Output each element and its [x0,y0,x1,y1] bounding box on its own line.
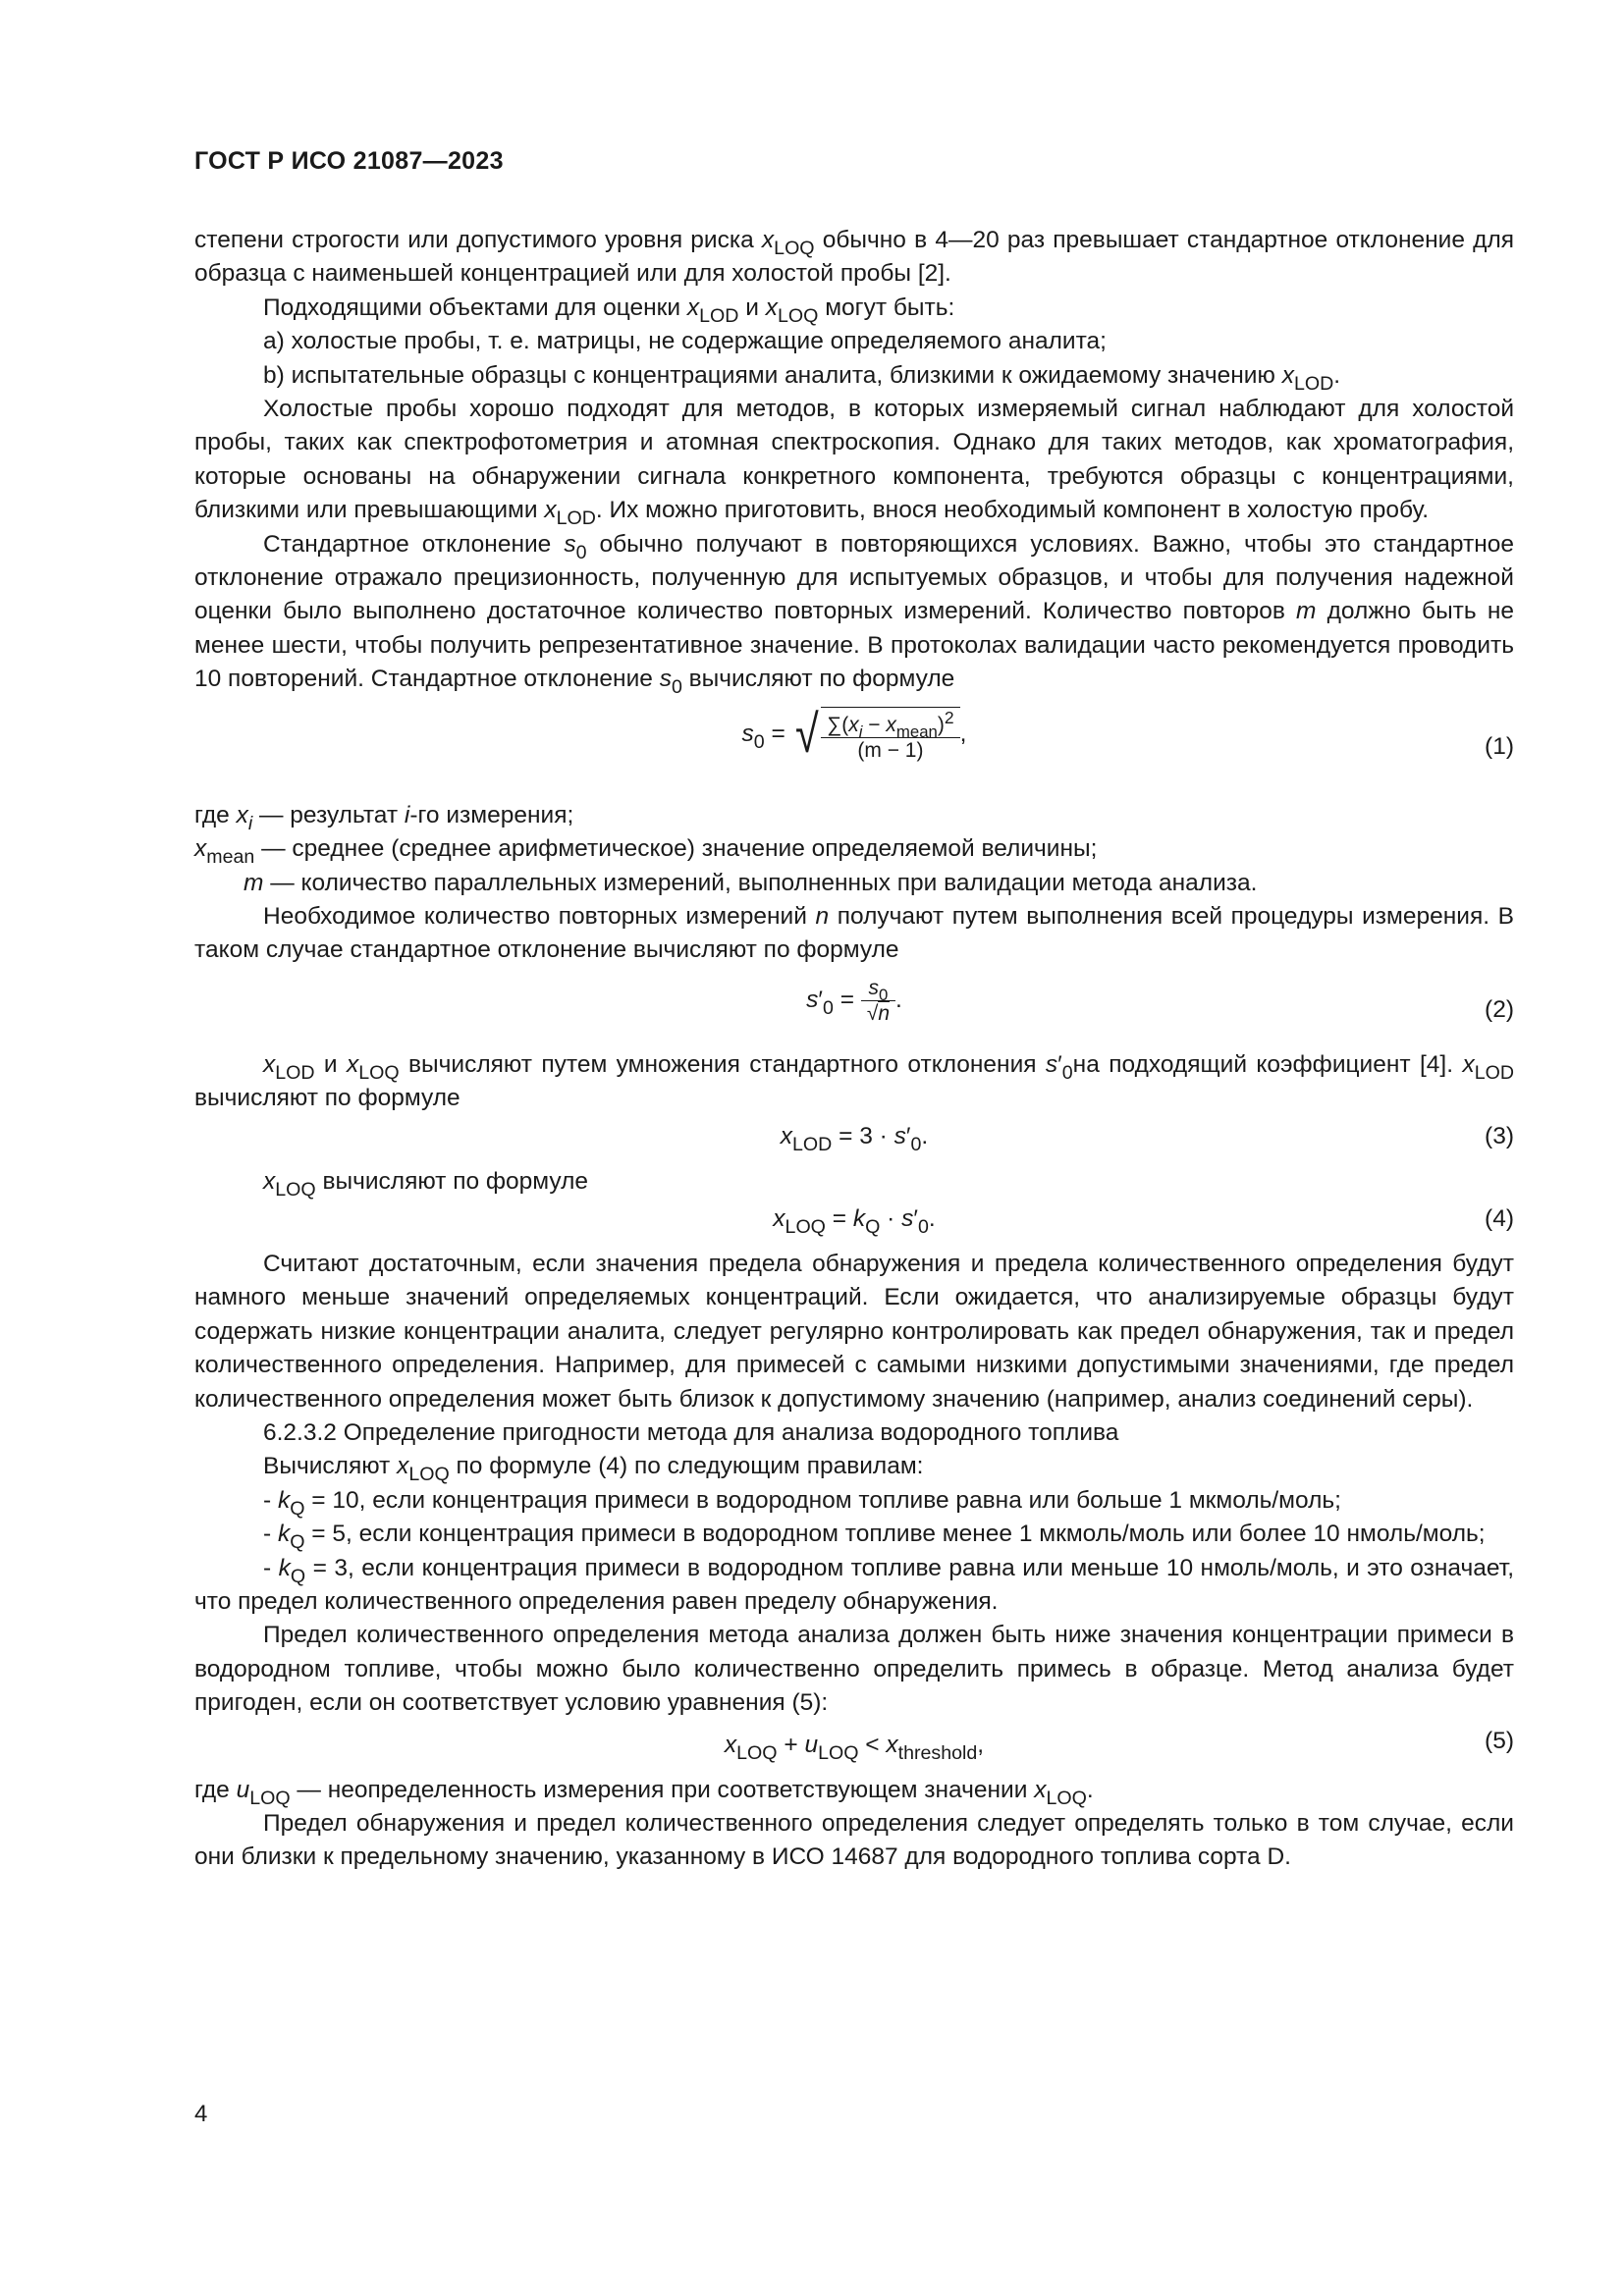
equation-3 [194,1116,1514,1165]
paragraph: Предел обнаружения и предел количественного определения следует определять только в том случае, если они близки к предельному значению, указанному в ИСО 14687 для водородного топлива сорта D. [194,1810,1514,1871]
fraction: $\frac{\sum(x_i - x_{mean})^2}{(m - 1)}$ [821,708,959,763]
paragraph: Подходящими объектами для оценки $x_{LOD}$ и $x_{LOQ}$ могут быть: [263,294,955,327]
equation-1 [194,697,1514,799]
paragraph: Холостые пробы хорошо подходят для методов, в которых измеряемый сигнал наблюдают для холостой пробы, таких как спектрофотометрия и атомная спектроскопия. Однако для таких методов, как хроматография, которые основаны на обнаружении сигнала конкретного компонента, требуются образцы с концентрациями, близкими или превышающими $x_{LOD}$. Их можно приготовить, внося необходимый компонент в холостую пробу. [194,396,1514,530]
where-item: $x_{mean}$ — среднее (среднее арифметическое) значение определяемой величины; [194,835,1098,868]
where-item: где $u_{LOQ}$ — неопределенность измерения при соответствующем значении $x_{LOQ}$. [194,1776,1094,1809]
fraction: $\frac{s_0}{√n}$ [861,976,895,1026]
paragraph: Считают достаточным, если значения предела обнаружения и предела количественного определения будут намного меньше значений определяемых концентраций. Если ожидается, что анализируемые образцы будут содержать низкие концентрации аналита, следует регулярно контролировать как предел обнаружения, так и предел количественного определения. Например, для примесей с самыми низкими допустимыми значениями, где предел количественного определения может быть близок к допустимому значению (например, анализ соединений серы). [194,1250,1514,1413]
where-item: где $x_i$ — результат i-го измерения; [194,801,574,834]
document-body [194,224,1514,1875]
paragraph: $x_{LOD}$ и $x_{LOQ}$ вычисляют путем умножения стандартного отклонения $s'_0на$ подходящий коэффициент [4]. $x_{LOD}$ вычисляют по формуле [194,1050,1514,1112]
rule-item: - $k_Q = 3$, если концентрация примеси в водородном топливе равна или меньше 10 нмоль/моль, и это означает, что предел количественного определения равен пределу обнаружения. [194,1554,1514,1615]
equation-2-body: $s'_0$ = $\frac{s_0}{√n}$ . [806,976,902,1025]
subsection-heading: 6.2.3.2 Определение пригодности метода для анализа водородного топлива [263,1418,1119,1446]
paragraph: Предел количественного определения метода анализа должен быть ниже значения концентрации примеси в водородном топливе, чтобы можно было количественно определить примесь в образце. Метод анализа будет пригоден, если он соответствует условию уравнения (5): [194,1622,1514,1717]
equation-number: (1) [1485,732,1514,760]
equation-4-body: $x_{LOQ} = k_Q \cdot s'_0$. [773,1204,936,1238]
paragraph: Необходимое количество повторных измерений n получают путем выполнения всей процедуры измерения. В таком случае стандартное отклонение вычисляют по формуле [194,902,1514,964]
equation-1-body: $s_0$ = √ $\frac{\sum(x_i - x_{mean})^2}{(m - 1)}$ , [741,705,967,765]
rule-item: - $k_Q = 10$, если концентрация примеси в водородном топливе равна или больше 1 мкмоль/моль; [263,1486,1341,1520]
radical-sign: √ [794,705,819,765]
equation-5 [194,1721,1514,1774]
rule-item: - $k_Q = 5$, если концентрация примеси в водородном топливе менее 1 мкмоль/моль или более 10 нмоль/моль; [263,1521,1486,1554]
where-item: m — количество параллельных измерений, выполненных при валидации метода анализа. [244,869,1258,896]
equation-number: (3) [1485,1122,1514,1149]
equation-number: (5) [1485,1727,1514,1754]
equation-5-body: $x_{LOQ} + u_{LOQ} < x_{threshold}$, [724,1731,985,1764]
paragraph: Стандартное отклонение $s_0$ обычно получают в повторяющихся условиях. Важно, чтобы это стандартное отклонение отражало прецизионность, полученную для испытуемых образцов, и чтобы для получения надежной оценки было выполнено достаточное количество повторных измерений. Количество повторов m должно быть не менее шести, чтобы получить репрезентативное значение. В протоколах валидации часто рекомендуется проводить 10 повторений. Стандартное отклонение $s_0$ вычисляют по формуле [194,530,1514,699]
equation-2 [194,968,1514,1048]
paragraph: степени строгости или допустимого уровня риска $x_{LOQ}$ обычно в 4—20 раз превышает стандартное отклонение для образца с наименьшей концентрацией или для холостой пробы [2]. [194,227,1515,288]
paragraph: $x_{LOQ}$ вычисляют по формуле [263,1167,589,1201]
document-header: ГОСТ Р ИСО 21087—2023 [194,147,504,175]
paragraph: Вычисляют $x_{LOQ}$ по формуле (4) по следующим правилам: [263,1453,924,1486]
page-number: 4 [194,2101,208,2127]
equation-3-body: $x_{LOD} = 3 \cdot s'_0$. [780,1122,929,1155]
list-item: b) испытательные образцы с концентрациями аналита, близкими к ожидаемому значению $x_{LOD}$. [263,361,1341,395]
equation-4 [194,1199,1514,1248]
equation-number: (2) [1485,995,1514,1023]
where-list [194,799,1514,900]
square-root [792,707,960,763]
list-item: a) холостые пробы, т. е. матрицы, не содержащие определяемого аналита; [263,328,1107,355]
equation-number: (4) [1485,1204,1514,1232]
